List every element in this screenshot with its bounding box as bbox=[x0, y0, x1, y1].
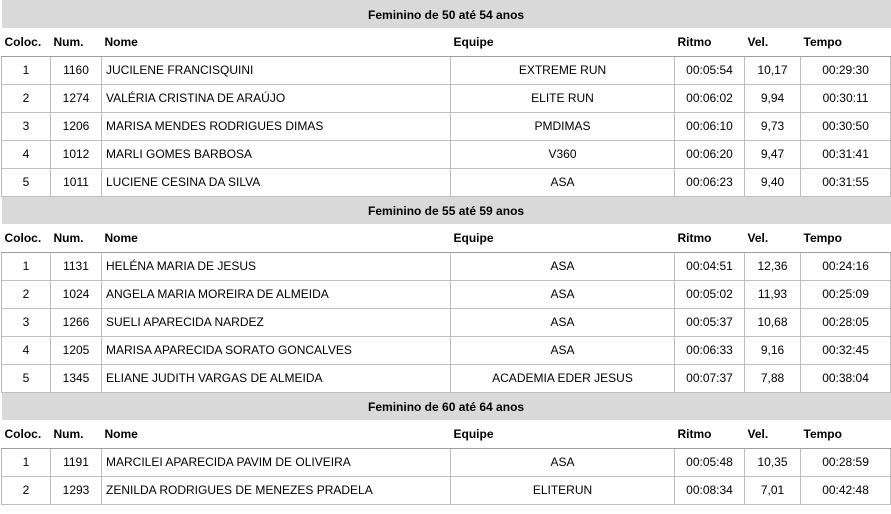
cell-coloc: 2 bbox=[2, 84, 51, 112]
cell-tempo: 00:30:11 bbox=[801, 84, 891, 112]
cell-vel: 10,68 bbox=[745, 308, 801, 336]
cell-coloc: 3 bbox=[2, 308, 51, 336]
cell-coloc: 5 bbox=[2, 364, 51, 392]
cell-num: 1345 bbox=[51, 364, 102, 392]
cell-coloc: 2 bbox=[2, 476, 51, 504]
cell-num: 1012 bbox=[51, 140, 102, 168]
cell-coloc: 3 bbox=[2, 112, 51, 140]
cell-ritmo: 00:07:37 bbox=[675, 364, 745, 392]
cell-equipe: ASA bbox=[451, 308, 675, 336]
cell-vel: 9,73 bbox=[745, 112, 801, 140]
cell-num: 1131 bbox=[51, 252, 102, 280]
cell-equipe: ASA bbox=[451, 448, 675, 476]
cell-tempo: 00:28:59 bbox=[801, 448, 891, 476]
table-row bbox=[2, 336, 891, 364]
cell-num: 1266 bbox=[51, 308, 102, 336]
cell-nome: MARLI GOMES BARBOSA bbox=[102, 140, 451, 168]
cell-nome: SUELI APARECIDA NARDEZ bbox=[102, 308, 451, 336]
header-equipe: Equipe bbox=[451, 28, 675, 56]
header-equipe: Equipe bbox=[451, 224, 675, 252]
category-title-row bbox=[2, 196, 891, 224]
table-row bbox=[2, 112, 891, 140]
header-nome: Nome bbox=[102, 420, 451, 448]
cell-coloc: 4 bbox=[2, 336, 51, 364]
cell-vel: 9,47 bbox=[745, 140, 801, 168]
cell-vel: 7,01 bbox=[745, 476, 801, 504]
cell-equipe: ELITERUN bbox=[451, 476, 675, 504]
header-num: Num. bbox=[51, 28, 102, 56]
table-row bbox=[2, 476, 891, 504]
cell-equipe: EXTREME RUN bbox=[451, 56, 675, 84]
cell-equipe: ACADEMIA EDER JESUS bbox=[451, 364, 675, 392]
cell-nome: ZENILDA RODRIGUES DE MENEZES PRADELA bbox=[102, 476, 451, 504]
header-vel: Vel. bbox=[745, 420, 801, 448]
header-ritmo: Ritmo bbox=[675, 224, 745, 252]
table-row bbox=[2, 84, 891, 112]
header-ritmo: Ritmo bbox=[675, 28, 745, 56]
cell-num: 1011 bbox=[51, 168, 102, 196]
cell-ritmo: 00:06:33 bbox=[675, 336, 745, 364]
column-header-row bbox=[2, 224, 891, 252]
cell-ritmo: 00:06:02 bbox=[675, 84, 745, 112]
cell-vel: 9,40 bbox=[745, 168, 801, 196]
cell-tempo: 00:31:55 bbox=[801, 168, 891, 196]
cell-num: 1206 bbox=[51, 112, 102, 140]
cell-coloc: 2 bbox=[2, 280, 51, 308]
header-num: Num. bbox=[51, 420, 102, 448]
cell-num: 1191 bbox=[51, 448, 102, 476]
cell-num: 1160 bbox=[51, 56, 102, 84]
header-tempo: Tempo bbox=[801, 28, 891, 56]
cell-num: 1205 bbox=[51, 336, 102, 364]
cell-tempo: 00:30:50 bbox=[801, 112, 891, 140]
cell-nome: JUCILENE FRANCISQUINI bbox=[102, 56, 451, 84]
header-coloc: Coloc. bbox=[2, 224, 51, 252]
cell-tempo: 00:28:05 bbox=[801, 308, 891, 336]
cell-nome: MARCILEI APARECIDA PAVIM DE OLIVEIRA bbox=[102, 448, 451, 476]
header-ritmo: Ritmo bbox=[675, 420, 745, 448]
cell-ritmo: 00:06:23 bbox=[675, 168, 745, 196]
table-row bbox=[2, 280, 891, 308]
cell-num: 1293 bbox=[51, 476, 102, 504]
cell-equipe: V360 bbox=[451, 140, 675, 168]
cell-ritmo: 00:05:54 bbox=[675, 56, 745, 84]
cell-tempo: 00:32:45 bbox=[801, 336, 891, 364]
header-tempo: Tempo bbox=[801, 420, 891, 448]
cell-tempo: 00:31:41 bbox=[801, 140, 891, 168]
cell-nome: ELIANE JUDITH VARGAS DE ALMEIDA bbox=[102, 364, 451, 392]
table-row bbox=[2, 168, 891, 196]
category-title-row bbox=[2, 0, 891, 28]
header-vel: Vel. bbox=[745, 224, 801, 252]
cell-equipe: ASA bbox=[451, 252, 675, 280]
table-row bbox=[2, 364, 891, 392]
cell-ritmo: 00:05:02 bbox=[675, 280, 745, 308]
cell-equipe: ASA bbox=[451, 336, 675, 364]
cell-num: 1274 bbox=[51, 84, 102, 112]
cell-nome: VALÉRIA CRISTINA DE ARAÚJO bbox=[102, 84, 451, 112]
cell-tempo: 00:25:09 bbox=[801, 280, 891, 308]
column-header-row bbox=[2, 420, 891, 448]
cell-nome: MARISA MENDES RODRIGUES DIMAS bbox=[102, 112, 451, 140]
header-coloc: Coloc. bbox=[2, 28, 51, 56]
cell-coloc: 1 bbox=[2, 252, 51, 280]
category-title: Feminino de 50 até 54 anos bbox=[2, 0, 891, 28]
header-num: Num. bbox=[51, 224, 102, 252]
cell-tempo: 00:38:04 bbox=[801, 364, 891, 392]
cell-equipe: ASA bbox=[451, 280, 675, 308]
cell-tempo: 00:24:16 bbox=[801, 252, 891, 280]
cell-vel: 9,94 bbox=[745, 84, 801, 112]
header-coloc: Coloc. bbox=[2, 420, 51, 448]
cell-nome: MARISA APARECIDA SORATO GONCALVES bbox=[102, 336, 451, 364]
cell-ritmo: 00:05:48 bbox=[675, 448, 745, 476]
table-row bbox=[2, 140, 891, 168]
column-header-row bbox=[2, 28, 891, 56]
cell-vel: 9,16 bbox=[745, 336, 801, 364]
category-title: Feminino de 60 até 64 anos bbox=[2, 392, 891, 420]
header-tempo: Tempo bbox=[801, 224, 891, 252]
cell-coloc: 5 bbox=[2, 168, 51, 196]
header-vel: Vel. bbox=[745, 28, 801, 56]
cell-nome: HELÉNA MARIA DE JESUS bbox=[102, 252, 451, 280]
cell-nome: LUCIENE CESINA DA SILVA bbox=[102, 168, 451, 196]
cell-vel: 7,88 bbox=[745, 364, 801, 392]
table-row bbox=[2, 448, 891, 476]
cell-tempo: 00:42:48 bbox=[801, 476, 891, 504]
table-row bbox=[2, 308, 891, 336]
cell-equipe: ELITE RUN bbox=[451, 84, 675, 112]
cell-coloc: 1 bbox=[2, 448, 51, 476]
category-title: Feminino de 55 até 59 anos bbox=[2, 196, 891, 224]
cell-equipe: PMDIMAS bbox=[451, 112, 675, 140]
cell-coloc: 4 bbox=[2, 140, 51, 168]
results-table bbox=[1, 0, 891, 505]
header-equipe: Equipe bbox=[451, 420, 675, 448]
table-row bbox=[2, 56, 891, 84]
cell-ritmo: 00:05:37 bbox=[675, 308, 745, 336]
category-title-row bbox=[2, 392, 891, 420]
cell-ritmo: 00:04:51 bbox=[675, 252, 745, 280]
cell-num: 1024 bbox=[51, 280, 102, 308]
table-row bbox=[2, 252, 891, 280]
cell-tempo: 00:29:30 bbox=[801, 56, 891, 84]
cell-ritmo: 00:06:10 bbox=[675, 112, 745, 140]
cell-vel: 10,17 bbox=[745, 56, 801, 84]
cell-coloc: 1 bbox=[2, 56, 51, 84]
cell-equipe: ASA bbox=[451, 168, 675, 196]
cell-ritmo: 00:06:20 bbox=[675, 140, 745, 168]
header-nome: Nome bbox=[102, 28, 451, 56]
results-document bbox=[1, 0, 890, 505]
cell-ritmo: 00:08:34 bbox=[675, 476, 745, 504]
cell-vel: 11,93 bbox=[745, 280, 801, 308]
header-nome: Nome bbox=[102, 224, 451, 252]
results-body bbox=[2, 0, 891, 504]
cell-vel: 10,35 bbox=[745, 448, 801, 476]
cell-vel: 12,36 bbox=[745, 252, 801, 280]
cell-nome: ANGELA MARIA MOREIRA DE ALMEIDA bbox=[102, 280, 451, 308]
